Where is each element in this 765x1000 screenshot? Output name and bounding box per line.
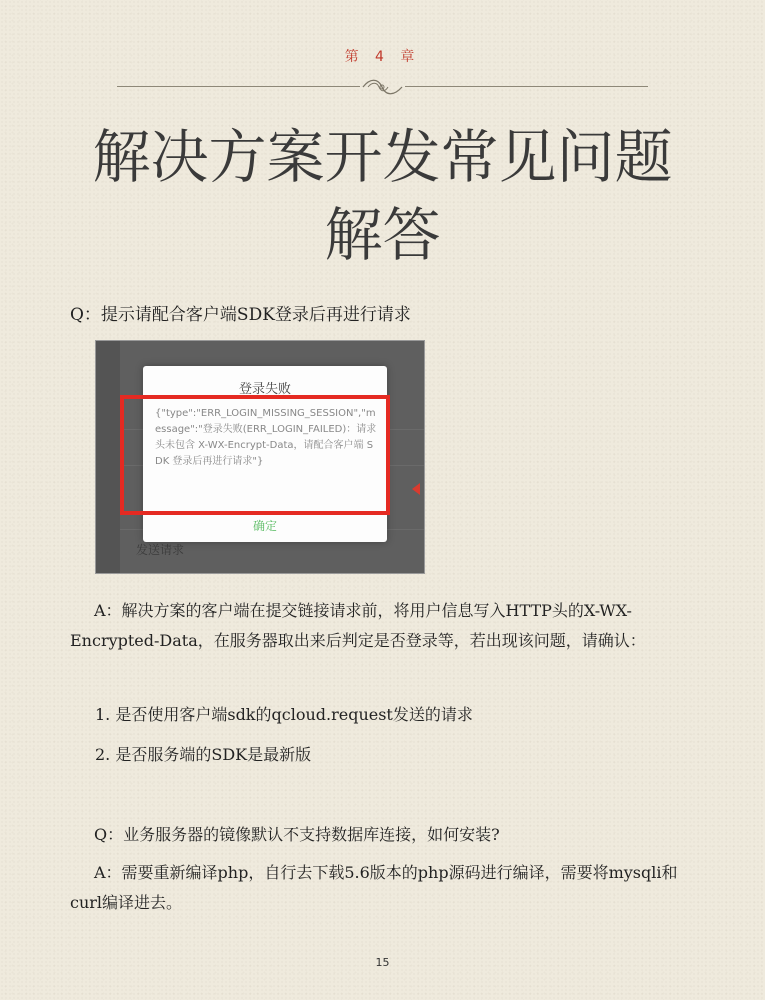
ornament-divider-left [117, 86, 360, 87]
dialog-confirm-button: 确定 [252, 519, 277, 533]
question-2: Q：业务服务器的镜像默认不支持数据库连接，如何安装? [94, 825, 500, 844]
error-highlight-box [120, 395, 390, 515]
error-screenshot [95, 340, 425, 574]
page-number: 15 [375, 956, 390, 969]
chapter-title-line1: 解决方案开发常见问题 [92, 123, 673, 191]
check-item-1: 1. 是否使用客户端sdk的qcloud.request发送的请求 [95, 705, 473, 724]
flourish-ornament-icon [360, 76, 405, 98]
ornament-divider-right [405, 86, 648, 87]
answer-2: A：需要重新编译php，自行去下载5.6版本的php源码进行编译，需要将mysqli和curl编译进去。 [70, 863, 678, 912]
answer-1: A：解决方案的客户端在提交链接请求前，将用户信息写入HTTP头的X-WX-Encrypted-Data，在服务器取出来后判定是否登录等，若出现该问题，请确认： [70, 601, 646, 650]
screenshot-background-text: 发送请求 [136, 543, 185, 557]
chapter-label: 第 4 章 [344, 49, 421, 65]
check-item-2: 2. 是否服务端的SDK是最新版 [95, 745, 312, 764]
chapter-title-line2: 解答 [324, 201, 441, 269]
chapter-title [40, 118, 725, 274]
dialog-title: 登录失败 [238, 382, 291, 397]
question-1: Q：提示请配合客户端SDK登录后再进行请求 [70, 305, 411, 325]
dialog-message: {"type":"ERR_LOGIN_MISSING_SESSION","message":"登录失败(ERR_LOGIN_FAILED)：请求头未包含 X-WX-Encrypt-Data，请配合客户端 SDK 登录后再进行请求"} [155, 408, 377, 467]
screenshot-sidebar [96, 341, 120, 574]
red-pointer-icon [412, 483, 420, 495]
